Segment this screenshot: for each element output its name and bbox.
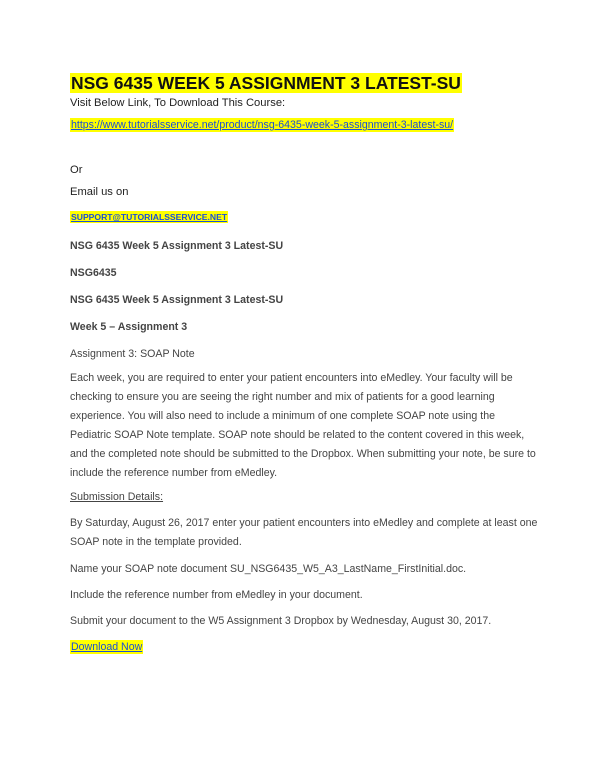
heading-course-title-repeat: NSG 6435 Week 5 Assignment 3 Latest-SU bbox=[70, 294, 284, 306]
document-title: NSG 6435 WEEK 5 ASSIGNMENT 3 LATEST-SU bbox=[71, 73, 461, 93]
assignment-name: Assignment 3: SOAP Note bbox=[70, 348, 195, 360]
heading-course-title: NSG 6435 Week 5 Assignment 3 Latest-SU bbox=[70, 240, 284, 252]
submission-reference-text: Include the reference number from eMedley in your document. bbox=[70, 589, 363, 601]
course-code: NSG6435 bbox=[70, 267, 117, 279]
submission-heading: Submission Details: bbox=[70, 491, 164, 503]
submission-dropbox-text: Submit your document to the W5 Assignment 3 Dropbox by Wednesday, August 30, 2017. bbox=[70, 615, 492, 627]
or-text: Or bbox=[70, 164, 83, 176]
week-label: Week 5 – Assignment 3 bbox=[70, 321, 188, 333]
submission-deadline-text: By Saturday, August 26, 2017 enter your patient encounters into eMedley and complete at least one SOAP note in the template provided. bbox=[70, 517, 538, 548]
assignment-description: Each week, you are required to enter your patient encounters into eMedley. Your faculty will be checking to ensure you are seeing the right number and mix of patients for a good learning experience. You will also need to include a minimum of one complete SOAP note using the Pediatric SOAP Note template. SOAP note should be related to the content covered in this week, and the completed note should be submitted to the Dropbox. When submitting your note, be sure to include the reference number from eMedley. bbox=[70, 372, 536, 479]
submission-filename-text: Name your SOAP note document SU_NSG6435_W5_A3_LastName_FirstInitial.doc. bbox=[70, 563, 467, 575]
course-link[interactable]: https://www.tutorialsservice.net/product/nsg-6435-week-5-assignment-3-latest-su/ bbox=[71, 119, 454, 131]
support-email-link[interactable]: SUPPORT@TUTORIALSSERVICE.NET bbox=[71, 212, 228, 222]
download-now-link[interactable]: Download Now bbox=[71, 641, 143, 653]
email-intro-text: Email us on bbox=[70, 186, 129, 198]
intro-text: Visit Below Link, To Download This Course: bbox=[70, 97, 286, 109]
